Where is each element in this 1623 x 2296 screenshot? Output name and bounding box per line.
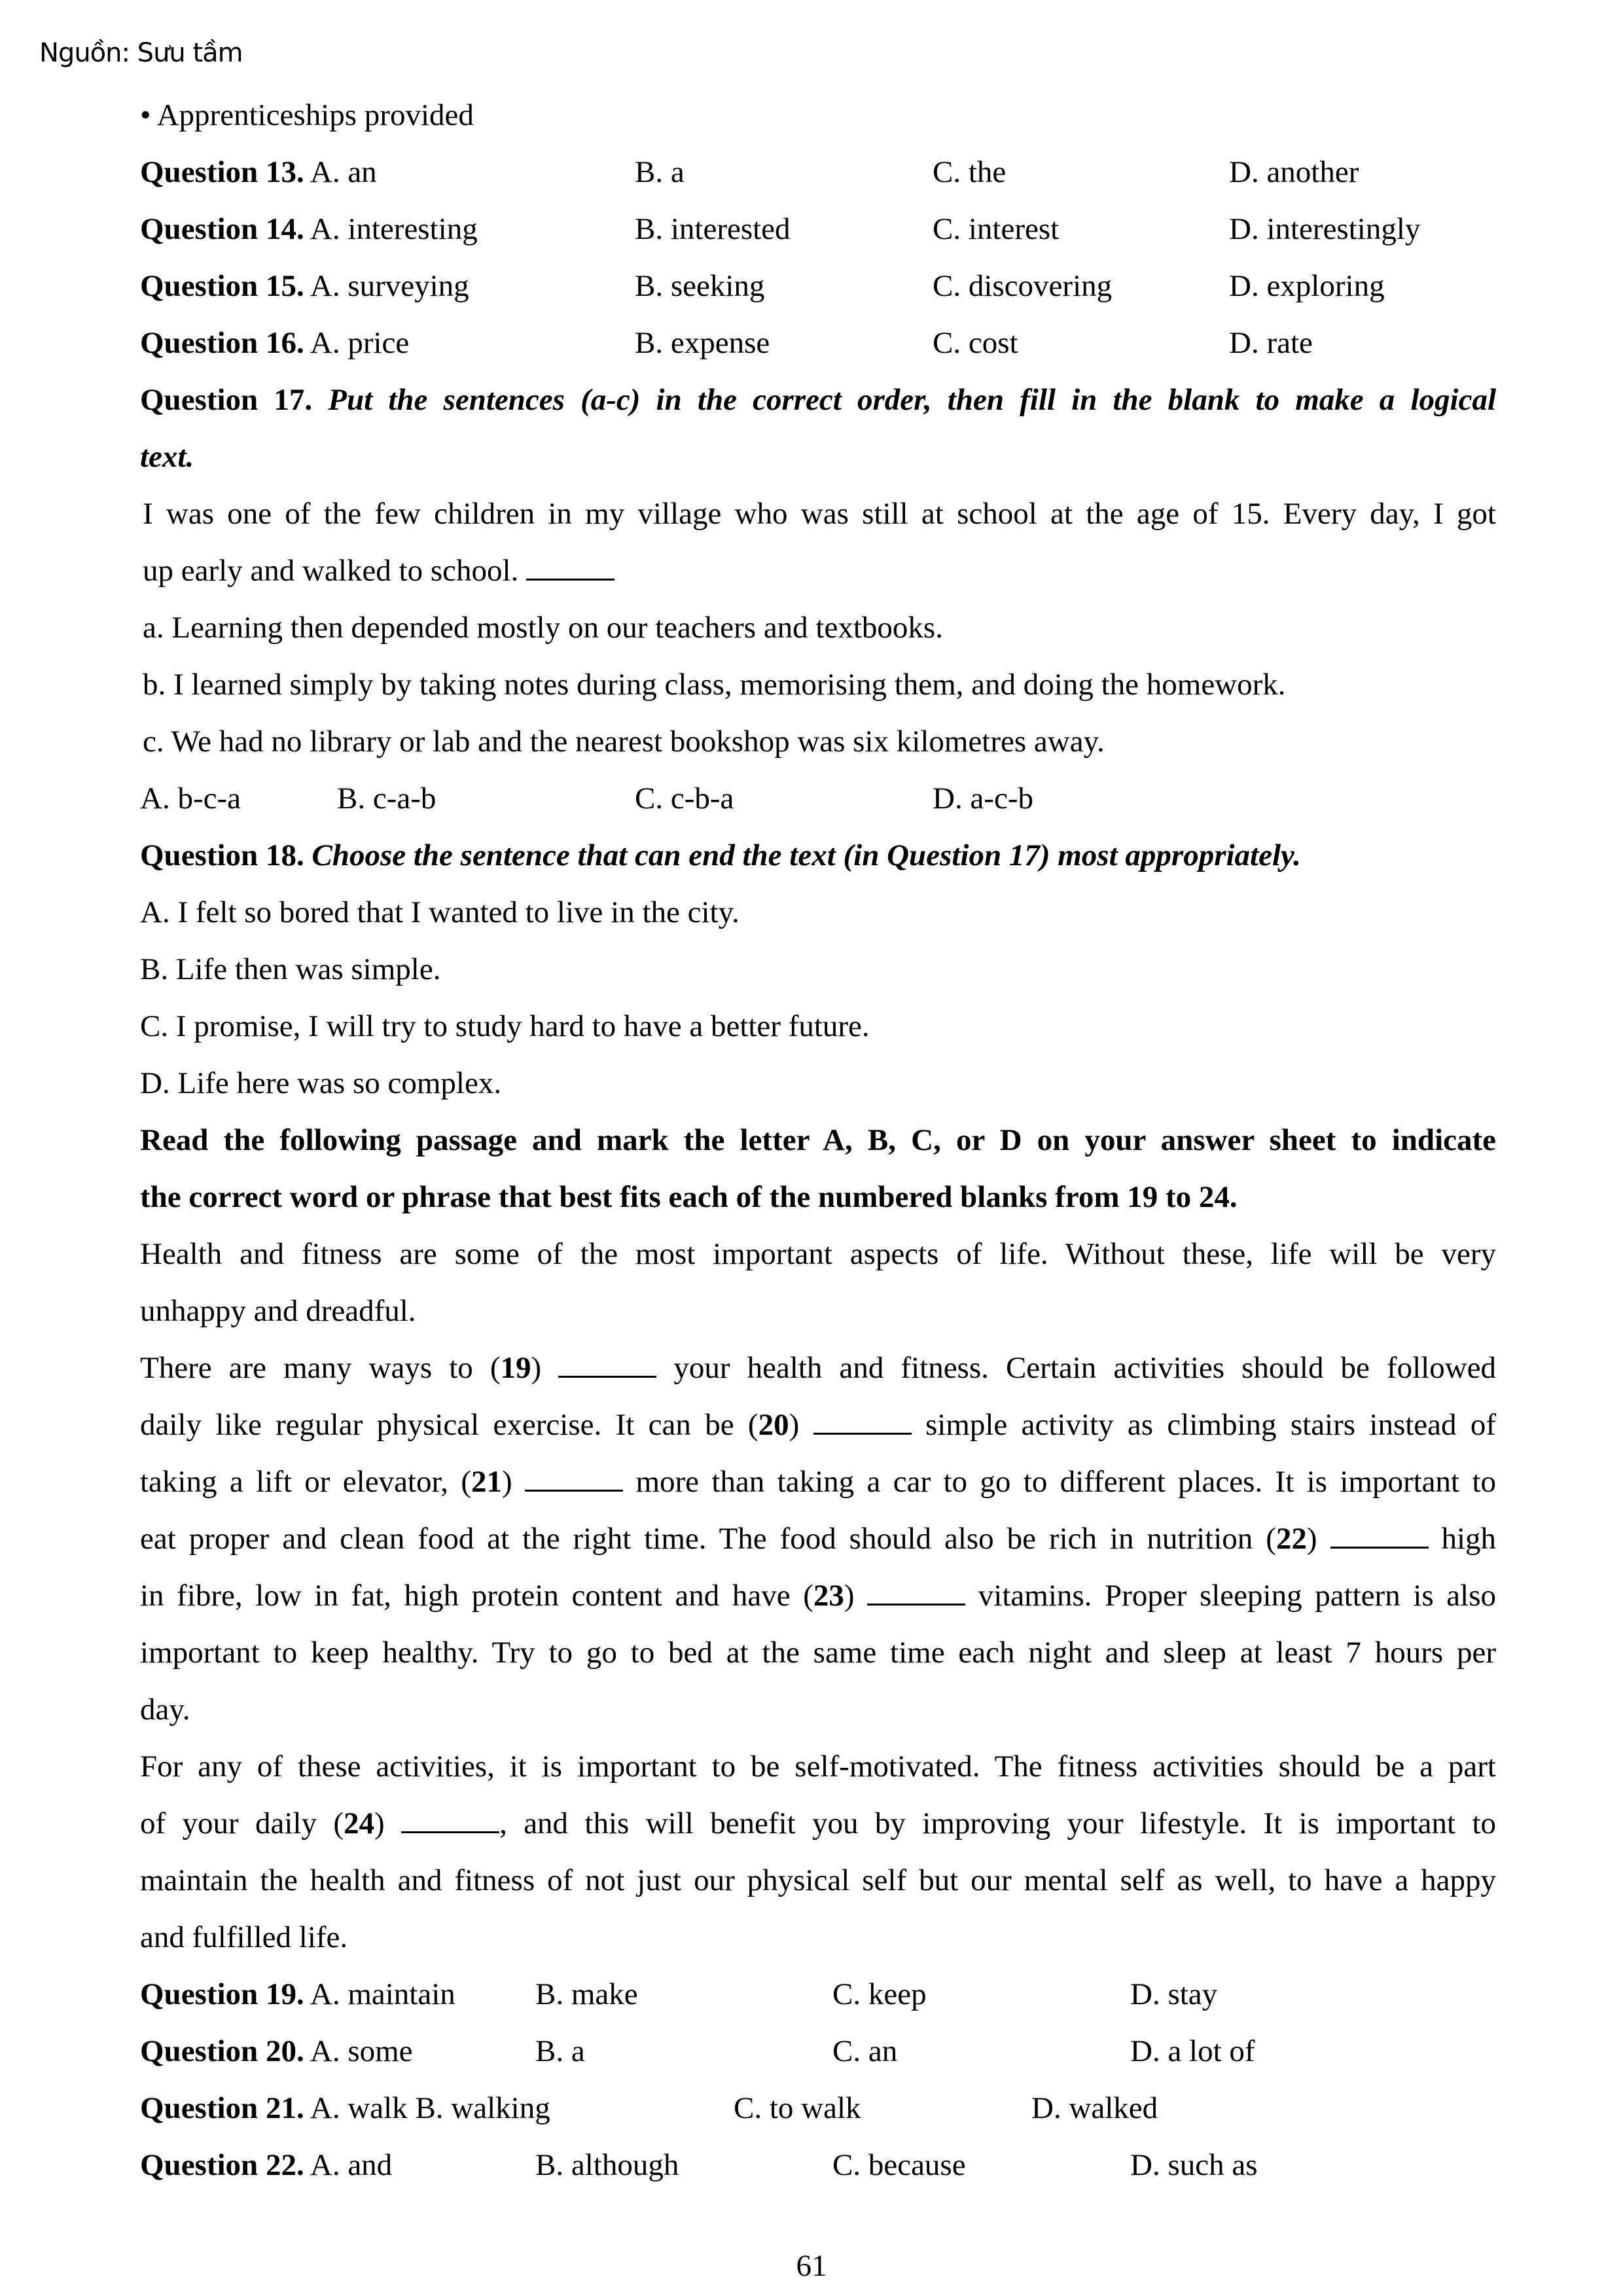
source-header: Nguồn: Sưu tầm [39, 38, 243, 68]
blank-number-21: 21 [471, 1465, 503, 1499]
question-18-instruction [140, 827, 1496, 884]
option-d[interactable]: D. a-c-b [933, 781, 1033, 816]
blank-22[interactable] [1330, 1520, 1429, 1549]
q17-text-line-1: I was one of the few children in my village who was still at school at the age of 15. Every day, I got [143, 497, 1496, 531]
blank-24[interactable] [401, 1805, 499, 1833]
option-d[interactable]: D. a lot of [1130, 2034, 1255, 2068]
option-c[interactable]: C. keep [832, 1977, 927, 2011]
text: ) [844, 1579, 855, 1613]
passage-p1-line-1: Health and fitness are some of the most important aspects of life. Without these, life will be very [140, 1237, 1496, 1271]
option-a[interactable]: A. b-c-a [140, 781, 241, 816]
text: There are many ways to ( [140, 1351, 501, 1385]
text: ) [1306, 1522, 1317, 1556]
passage-p1-line-2: unhappy and dreadful. [140, 1294, 416, 1328]
question-label: Question 21. [140, 2091, 304, 2125]
option-a[interactable]: A. price [310, 326, 410, 360]
question-label: Question 13. [140, 155, 304, 189]
question-15 [140, 258, 1496, 315]
text: , and this will benefit you by improving your lifestyle. It is important to [499, 1806, 1496, 1840]
option-b[interactable]: B. make [535, 1977, 638, 2011]
question-16 [140, 315, 1496, 372]
question-label: Question 17. [140, 383, 313, 417]
text: ) [789, 1408, 800, 1442]
text: your health and fitness. Certain activities should be followed [673, 1351, 1496, 1385]
q17-sentence-c: c. We had no library or lab and the nearest bookshop was six kilometres away. [143, 725, 1105, 759]
option-a[interactable]: A. and [310, 2148, 393, 2182]
blank-19[interactable] [558, 1350, 656, 1378]
option-d[interactable]: D. another [1229, 155, 1359, 189]
option-c[interactable]: C. to walk [734, 2091, 861, 2125]
option-b[interactable]: B. although [535, 2148, 679, 2182]
passage-p3-line-1: For any of these activities, it is important to be self-motivated. The fitness activities should be a part [140, 1749, 1496, 1784]
option-a[interactable]: A. walk [310, 2091, 408, 2125]
option-d[interactable]: D. interestingly [1229, 212, 1421, 246]
option-d[interactable]: D. walked [1031, 2091, 1158, 2125]
option-d[interactable]: D. rate [1229, 326, 1313, 360]
page-number: 61 [796, 2249, 827, 2283]
option-b[interactable]: B. expense [635, 326, 770, 360]
option-b[interactable]: B. c-a-b [337, 781, 437, 816]
option-b[interactable]: B. interested [635, 212, 791, 246]
q18-option-d[interactable]: D. Life here was so complex. [140, 1066, 502, 1100]
q17-text: up early and walked to school. [143, 554, 519, 588]
instruction-text: text. [140, 440, 194, 474]
passage-p2-line-3 [140, 1454, 1496, 1511]
bullet-apprenticeships: • Apprenticeships provided [140, 98, 474, 132]
blank-number-19: 19 [500, 1351, 531, 1385]
question-label: Question 20. [140, 2034, 304, 2068]
blank-number-23: 23 [813, 1579, 844, 1613]
passage-p2-line-4 [140, 1511, 1496, 1568]
option-b[interactable]: B. walking [415, 2091, 550, 2125]
option-a[interactable]: A. interesting [310, 212, 478, 246]
option-d[interactable]: D. exploring [1229, 269, 1385, 303]
text: simple activity as climbing stairs instead of [925, 1408, 1496, 1442]
option-b[interactable]: B. seeking [635, 269, 765, 303]
blank-23[interactable] [867, 1577, 965, 1605]
option-c[interactable]: C. cost [933, 326, 1018, 360]
option-a[interactable]: A. an [310, 155, 377, 189]
blank-number-20: 20 [758, 1408, 789, 1442]
option-c[interactable]: C. discovering [933, 269, 1113, 303]
option-d[interactable]: D. such as [1130, 2148, 1258, 2182]
question-17-instruction-cont [140, 429, 1496, 486]
q17-text-line-2 [140, 543, 1496, 600]
q18-option-a[interactable]: A. I felt so bored that I wanted to live in the city. [140, 895, 740, 929]
q18-option-c[interactable]: C. I promise, I will try to study hard to have a better future. [140, 1009, 870, 1043]
text: daily like regular physical exercise. It can be ( [140, 1408, 758, 1442]
blank-21[interactable] [525, 1463, 623, 1492]
text: more than taking a car to go to different places. It is important to [635, 1465, 1496, 1499]
question-17-options [140, 770, 1496, 827]
question-label: Question 16. [140, 326, 304, 360]
blank-20[interactable] [813, 1407, 912, 1435]
blank-number-22: 22 [1275, 1522, 1307, 1556]
answer-blank[interactable] [526, 552, 615, 581]
passage-instruction-line-2: the correct word or phrase that best fits each of the numbered blanks from 19 to 24. [140, 1180, 1238, 1214]
question-label: Question 14. [140, 212, 304, 246]
option-c[interactable]: C. c-b-a [635, 781, 734, 816]
passage-p2-line-2 [140, 1397, 1496, 1454]
text: vitamins. Proper sleeping pattern is also [978, 1579, 1496, 1613]
passage-p2-line-5 [140, 1568, 1496, 1624]
question-21 [140, 2080, 1496, 2137]
passage-p3-line-3: maintain the health and fitness of not just our physical self but our mental self as well, to have a happy [140, 1863, 1496, 1897]
option-c[interactable]: C. because [832, 2148, 966, 2182]
question-label: Question 22. [140, 2148, 304, 2182]
question-22 [140, 2137, 1496, 2194]
blank-number-24: 24 [344, 1806, 375, 1840]
text: ) [374, 1806, 385, 1840]
text: of your daily ( [140, 1806, 344, 1840]
text: taking a lift or elevator, ( [140, 1465, 472, 1499]
option-a[interactable]: A. some [310, 2034, 413, 2068]
q17-sentence-b: b. I learned simply by taking notes during class, memorising them, and doing the homework. [143, 668, 1286, 702]
text: ) [531, 1351, 542, 1385]
question-19 [140, 1966, 1496, 2023]
option-a[interactable]: A. maintain [310, 1977, 455, 2011]
passage-p2-line-7: day. [140, 1693, 190, 1727]
option-c[interactable]: C. interest [933, 212, 1060, 246]
passage-p2-line-6: important to keep healthy. Try to go to bed at the same time each night and sleep at least 7 hours per [140, 1636, 1496, 1670]
option-c[interactable]: C. an [832, 2034, 898, 2068]
text: high [1441, 1522, 1496, 1556]
text: ) [502, 1465, 512, 1499]
instruction-text: Choose the sentence that can end the text (in Question 17) most appropriately. [312, 838, 1301, 872]
question-17-instruction [140, 372, 1496, 429]
document-body [140, 87, 1496, 2194]
option-d[interactable]: D. stay [1130, 1977, 1218, 2011]
option-b[interactable]: B. a [535, 2034, 585, 2068]
question-label: Question 19. [140, 1977, 304, 2011]
text: in fibre, low in fat, high protein content and have ( [140, 1579, 813, 1613]
instruction-text: Put the sentences (a-c) in the correct order, then fill in the blank to make a logical [328, 383, 1496, 417]
question-20 [140, 2023, 1496, 2080]
passage-instruction-line-1: Read the following passage and mark the letter A, B, C, or D on your answer sheet to indicate [140, 1123, 1496, 1157]
passage-p3-line-4: and fulfilled life. [140, 1920, 348, 1954]
option-b[interactable]: B. a [635, 155, 685, 189]
passage-p2-line-1 [140, 1340, 1496, 1397]
q17-sentence-a: a. Learning then depended mostly on our teachers and textbooks. [143, 611, 943, 645]
q18-option-b[interactable]: B. Life then was simple. [140, 952, 441, 986]
passage-p3-line-2 [140, 1795, 1496, 1852]
question-label: Question 18. [140, 838, 304, 872]
option-a[interactable]: A. surveying [310, 269, 469, 303]
text: eat proper and clean food at the right time. The food should also be rich in nutrition ( [140, 1522, 1276, 1556]
question-13 [140, 144, 1496, 201]
question-14 [140, 201, 1496, 258]
question-label: Question 15. [140, 269, 304, 303]
option-c[interactable]: C. the [933, 155, 1007, 189]
